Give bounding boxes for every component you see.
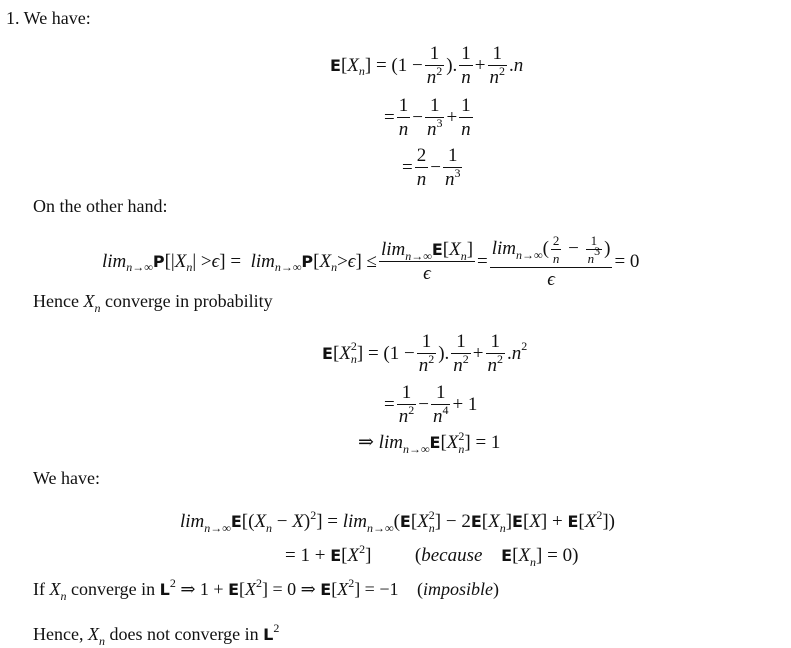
- equation-second-moment-line-2: = $\frac{1}{n^2}$ − $\frac{1}{n^4}$ + 1: [384, 382, 478, 427]
- equation-l2-line-1: $\lim_{n\to\infty}E[(X_n - X)^2] = \lim_{n\to\infty}(E[X^2_n] - 2E[X_n]E[X] + E[X^2])$: [180, 508, 615, 535]
- item-label: 1. We have:: [6, 8, 91, 28]
- equation-expectation-line-1: E [ X n ] = (1 − $\frac{1}{n^2}$ ). $\frac{1}{n}$ + $\frac{1}{n^2}$ . n: [330, 43, 524, 88]
- equation-second-moment-line-1: E [ X 2 n ] = (1 − $\frac{1}{n^2}$ ). $\frac{1}{n^2}$ + $\frac{1}{n^2}$ . n 2: [322, 331, 528, 376]
- equation-l2-line-2: = $1 + E[X^2]$ (because $E[X_n] = 0$): [285, 542, 579, 569]
- text-we-have: We have:: [33, 468, 101, 488]
- equation-expectation-line-3: = $\frac{2}{n}$ − $\frac{1}{n^3}$: [402, 145, 461, 190]
- text-if-l2: If $X_n$ converge in $L^2$ ⇒ $1 + E[X^2] = 0$ ⇒ $E[X^2] = -1$ (imposible): [33, 576, 499, 603]
- equation-second-moment-limit: ⇒ $\lim_{n\to\infty}E[X^2_n] = 1$: [358, 429, 501, 456]
- text-conclusion: Hence, $X_n$ does not converge in $L^2$: [33, 621, 280, 648]
- equation-markov: lim n→∞ P [| X n | > ϵ ] = lim n→∞ P [ X n > ϵ ] ≤ $\frac{\lim_{n\to\infty}E[X_n]}{\epsilon}$ = $\lim_{n\to\infty}$( $\frac{2}{n}$ − $\frac{1}{n3}$ ) ϵ = 0: [102, 233, 640, 290]
- equation-expectation-line-2: = $\frac{1}{n}$ − $\frac{1}{n^3}$ + $\frac{1}{n}$: [384, 95, 471, 140]
- text-other-hand: On the other hand:: [33, 196, 168, 216]
- text-hence-probability: Hence $X_n$ converge in probability: [33, 291, 273, 315]
